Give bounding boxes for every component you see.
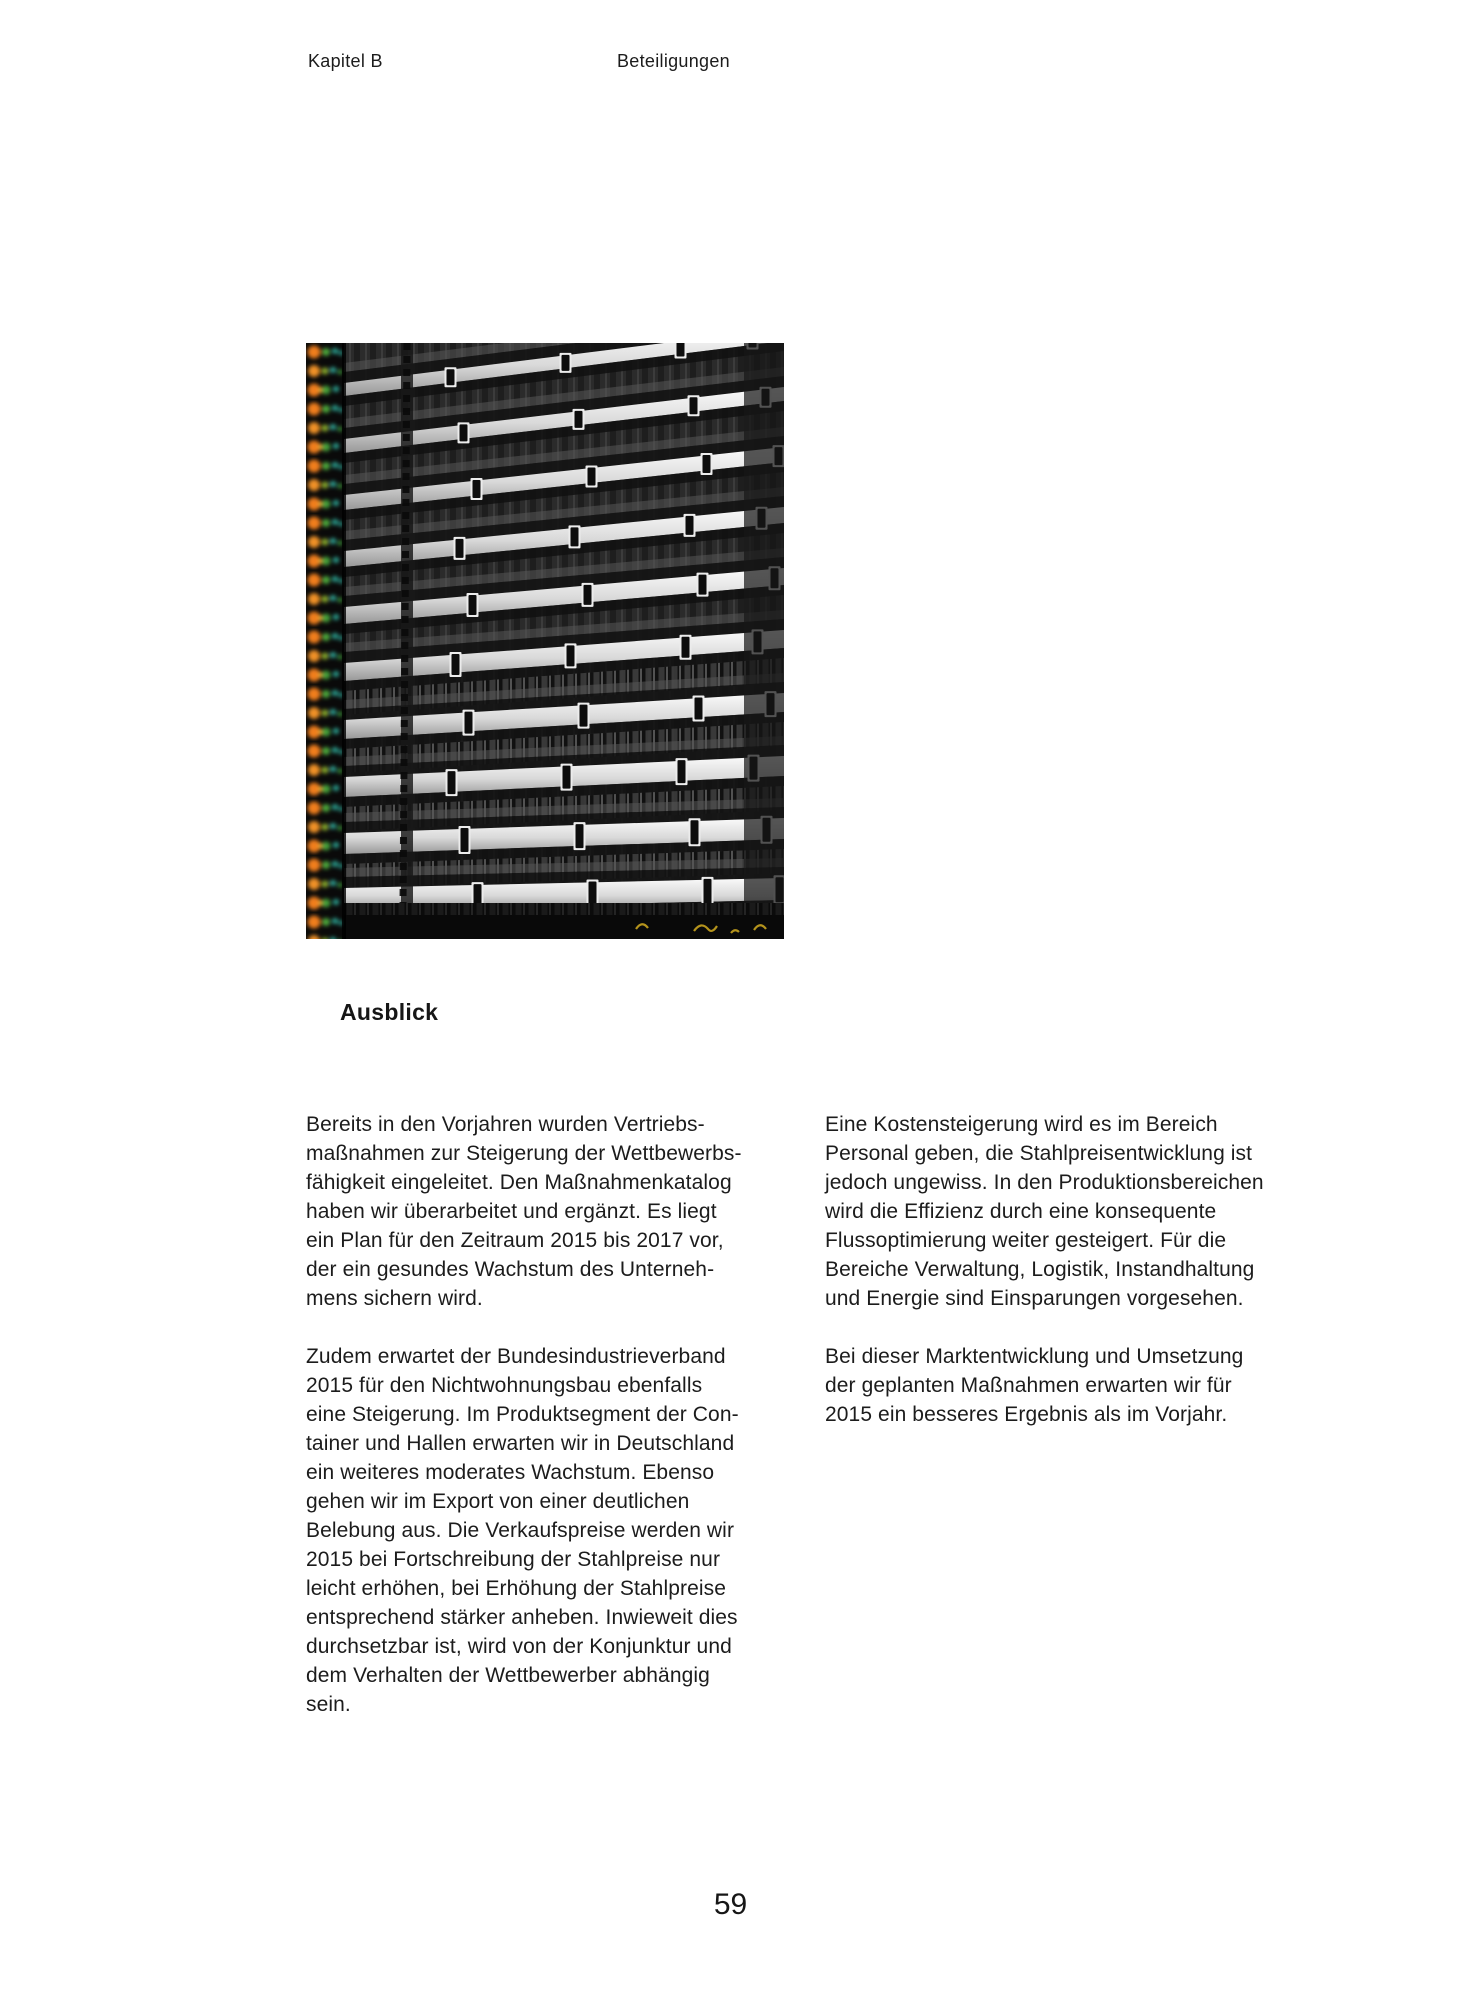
text-line: mens sichern wird. xyxy=(306,1287,483,1310)
text-line: der ein gesundes Wachstum des Unterneh- xyxy=(306,1258,715,1281)
text-line: und Energie sind Einsparungen vorgesehen. xyxy=(825,1287,1244,1310)
text-line: haben wir überarbeitet und ergänzt. Es liegt xyxy=(306,1200,717,1223)
page-number: 59 xyxy=(713,1888,748,1921)
colored-lights-strip xyxy=(306,343,346,939)
paragraph xyxy=(825,1110,1330,1313)
header-section-label: Beteiligungen xyxy=(617,51,730,71)
rack-photo-art xyxy=(306,343,784,939)
text-line: durchsetzbar ist, wird von der Konjunktur und xyxy=(306,1635,732,1658)
header-chapter-label: Kapitel B xyxy=(308,51,383,71)
text-line: gehen wir im Export von einer deutlichen xyxy=(306,1490,690,1513)
text-line: Bereiche Verwaltung, Logistik, Instandhaltung xyxy=(825,1258,1255,1281)
text-line: fähigkeit eingeleitet. Den Maßnahmenkatalog xyxy=(306,1171,732,1194)
text-line: dem Verhalten der Wettbewerber abhängig xyxy=(306,1664,710,1687)
text-line: Bei dieser Marktentwicklung und Umsetzung xyxy=(825,1345,1244,1368)
section-heading-ausblick: Ausblick xyxy=(340,999,439,1025)
paragraph xyxy=(825,1342,1330,1429)
paragraph xyxy=(306,1110,811,1313)
text-line: Flussoptimierung weiter gesteigert. Für die xyxy=(825,1229,1227,1252)
text-line: 2015 ein besseres Ergebnis als im Vorjahr. xyxy=(825,1403,1228,1426)
text-line: Zudem erwartet der Bundesindustrieverband xyxy=(306,1345,726,1368)
text-line: Belebung aus. Die Verkaufspreise werden wir xyxy=(306,1519,735,1542)
text-line: ein weiteres moderates Wachstum. Ebenso xyxy=(306,1461,715,1484)
text-line: entsprechend stärker anheben. Inwieweit dies xyxy=(306,1606,738,1629)
photo-bottom-band xyxy=(344,903,784,939)
text-column-left xyxy=(306,1110,811,1748)
right-upright-column xyxy=(744,343,784,939)
text-line: Personal geben, die Stahlpreisentwicklung ist xyxy=(825,1142,1253,1165)
text-line: 2015 für den Nichtwohnungsbau ebenfalls xyxy=(306,1374,703,1397)
text-line: wird die Effizienz durch eine konsequente xyxy=(825,1200,1217,1223)
text-line: der geplanten Maßnahmen erwarten wir für xyxy=(825,1374,1232,1397)
text-line: Eine Kostensteigerung wird es im Bereich xyxy=(825,1113,1218,1136)
text-line: leicht erhöhen, bei Erhöhung der Stahlpreise xyxy=(306,1577,727,1600)
rack-photo xyxy=(306,343,784,939)
paragraph xyxy=(306,1342,811,1719)
text-line: Bereits in den Vorjahren wurden Vertriebs- xyxy=(306,1113,705,1136)
text-line: 2015 bei Fortschreibung der Stahlpreise nur xyxy=(306,1548,721,1571)
text-line: maßnahmen zur Steigerung der Wettbewerbs- xyxy=(306,1142,742,1165)
text-line: ein Plan für den Zeitraum 2015 bis 2017 vor, xyxy=(306,1229,724,1252)
text-line: sein. xyxy=(306,1693,351,1716)
text-line: eine Steigerung. Im Produktsegment der Con- xyxy=(306,1403,739,1426)
text-line: jedoch ungewiss. In den Produktionsbereichen xyxy=(825,1171,1264,1194)
vertical-chain-post xyxy=(401,343,413,905)
text-column-right xyxy=(825,1110,1330,1458)
text-line: tainer und Hallen erwarten wir in Deutschland xyxy=(306,1432,735,1455)
